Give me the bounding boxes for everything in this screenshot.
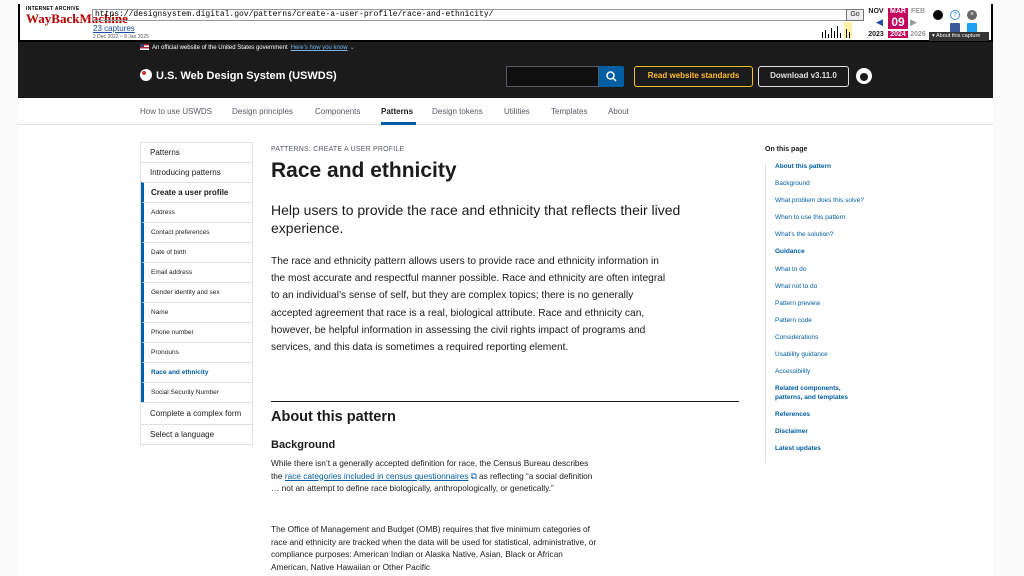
nav-item-design-principles[interactable]: Design principles	[232, 107, 293, 116]
census-link[interactable]: race categories included in census questionnaires	[284, 470, 469, 481]
otp-link[interactable]: References	[775, 410, 811, 418]
wayback-month-current: MAR	[888, 8, 908, 15]
wayback-year-current: 2024	[888, 31, 908, 38]
sidenav-subitem[interactable]: Name	[141, 302, 252, 322]
nav-item-templates[interactable]: Templates	[551, 107, 588, 116]
sidenav-subitem[interactable]: Gender identity and sex	[141, 282, 252, 302]
nav-item-utilities[interactable]: Utilities	[504, 107, 530, 116]
site-logo[interactable]	[140, 69, 337, 82]
search-icon	[599, 66, 624, 87]
background-paragraph	[271, 457, 601, 495]
otp-link[interactable]: Accessibility	[775, 368, 811, 376]
site-header	[18, 54, 993, 98]
github-icon[interactable]	[856, 68, 872, 84]
wayback-about-label: About this capture	[936, 33, 981, 39]
otp-link[interactable]: Guidance	[775, 248, 805, 256]
wayback-go-button[interactable]: Go	[846, 9, 864, 21]
sidenav-subitem-current[interactable]: Race and ethnicity	[141, 362, 252, 382]
wayback-sparkline[interactable]	[820, 22, 864, 38]
section-divider	[271, 401, 739, 402]
wayback-capture-range: 2 Dec 2022 – 9 Jan 2025	[93, 34, 149, 40]
site-title: U.S. Web Design System (USWDS)	[156, 70, 337, 82]
otp-link[interactable]: Considerations	[775, 333, 819, 341]
wayback-about-capture[interactable]	[929, 32, 989, 41]
wayback-toolbar	[18, 4, 993, 42]
user-icon[interactable]	[933, 10, 943, 20]
sidenav-subitem[interactable]: Pronouns	[141, 342, 252, 362]
nav-item-how-to-use[interactable]: How to use USWDS	[140, 107, 213, 116]
wayback-logo-small: INTERNET ARCHIVE	[26, 6, 80, 12]
nav-active-indicator	[381, 122, 416, 125]
chevron-down-icon: ⌄	[349, 45, 355, 51]
page-eyebrow: PATTERNS: CREATE A USER PROFILE	[271, 146, 405, 153]
otp-link[interactable]: Pattern code	[775, 316, 812, 324]
wayback-year-prev[interactable]: 2023	[868, 31, 884, 38]
on-this-page-title: On this page	[765, 146, 808, 153]
omb-paragraph: The Office of Management and Budget (OMB) requires that five minimum categories of race and ethnicity are tracked when the data will be used for statistical, administrative, or compliance purposes: American Indian or Alaska Native, Asian, Black or African American, Native Hawaiian or Other Pacific	[271, 524, 597, 572]
read-standards-button[interactable]: Read website standards	[634, 66, 753, 87]
otp-link[interactable]: Pattern preview	[775, 299, 821, 307]
page-intro: The race and ethnicity pattern allows users to provide race and ethnicity information in the most accurate and respectful manner possible. Race and ethnicity are often integral to an individual’s sense of self, but they are complex topics; there is no generally accepted agreement that race is a real, biological attribute. Race and ethnicity can, however, be helpful information in assessing the civil rights impact of programs and services, and this data is sometimes a required reporting element.	[271, 256, 666, 354]
wayback-captures-link[interactable]: 23 captures	[93, 24, 135, 33]
sidenav-subitem[interactable]: Contact preferences	[141, 222, 252, 242]
sidenav-item[interactable]: Introducing patterns	[141, 162, 252, 182]
nav-item-components[interactable]: Components	[315, 107, 361, 116]
sidenav-subitem[interactable]: Phone number	[141, 322, 252, 342]
otp-link[interactable]: Usability guidance	[775, 351, 828, 359]
wayback-url-input[interactable]: https://designsystem.digital.gov/patterns/create-a-user-profile/race-and-ethnicity/	[92, 9, 862, 21]
us-flag-icon	[140, 44, 149, 50]
close-icon[interactable]: ×	[967, 10, 977, 20]
wayback-month-prev[interactable]: NOV	[868, 8, 884, 15]
sidenav-item[interactable]: Patterns	[150, 148, 180, 157]
otp-link[interactable]: Related components, patterns, and templates	[775, 385, 848, 401]
sidenav-item[interactable]: Complete a complex form	[141, 402, 252, 424]
help-icon[interactable]: ?	[950, 10, 960, 20]
search-button[interactable]	[599, 66, 624, 87]
gov-banner	[18, 42, 993, 54]
nav-item-patterns[interactable]: Patterns	[381, 107, 414, 116]
wayback-day: 09	[888, 15, 908, 29]
gov-banner-text: An official website of the United States government	[152, 45, 288, 51]
otp-link[interactable]: What’s the solution?	[775, 231, 834, 239]
on-this-page-nav	[765, 163, 865, 462]
wayback-next-arrow-icon[interactable]: ▶	[910, 17, 917, 27]
otp-link[interactable]: What to do	[775, 265, 807, 273]
otp-link[interactable]: Background	[775, 180, 810, 188]
gov-banner-link[interactable]: Here’s how you know	[290, 45, 348, 51]
otp-link[interactable]: About this pattern	[775, 163, 831, 170]
sidenav-subitem[interactable]: Date of birth	[141, 242, 252, 262]
sidenav-item[interactable]: Select a language	[141, 424, 252, 444]
sidenav	[140, 142, 253, 445]
page-title: Race and ethnicity	[271, 159, 457, 182]
primary-nav	[18, 98, 993, 125]
section-heading: About this pattern	[271, 409, 396, 425]
wayback-month-next: FEB	[911, 8, 925, 15]
otp-link[interactable]: Latest updates	[775, 445, 821, 453]
sidenav-subitem[interactable]: Address	[141, 202, 252, 222]
paragraph-text: While there isn’t a generally accepted definition for race, the Census Bureau describes the	[271, 458, 589, 481]
sidenav-item-parent[interactable]: Create a user profile	[141, 182, 252, 202]
subsection-heading: Background	[271, 439, 336, 451]
sidenav-subitem[interactable]: Social Security Number	[141, 382, 252, 402]
otp-link[interactable]: When to use this pattern	[775, 214, 846, 222]
wayback-logo-big: WayBackMachine	[26, 11, 128, 26]
wayback-prev-arrow-icon[interactable]: ◀	[876, 17, 883, 27]
paragraph-text: as reflecting “a social definition … not an attempt to define race biologically, anthropologically, or genetically.”	[271, 470, 593, 493]
wayback-year-next: 2026	[910, 31, 926, 38]
sidenav-subitem[interactable]: Email address	[141, 262, 252, 282]
otp-link[interactable]: What problem does this solve?	[775, 197, 864, 205]
page-lead: Help users to provide the race and ethnicity that reflects their lived experience.	[271, 202, 681, 236]
otp-link[interactable]: What not to do	[775, 282, 818, 290]
chevron-down-icon: ▾	[932, 33, 936, 39]
nav-item-design-tokens[interactable]: Design tokens	[432, 107, 483, 116]
nav-item-about[interactable]: About	[608, 107, 629, 116]
download-button[interactable]: Download v3.11.0	[758, 66, 849, 87]
external-link-icon: ⧉	[468, 470, 477, 481]
search-input[interactable]	[506, 66, 599, 87]
uswds-logo-icon	[140, 69, 152, 81]
otp-link[interactable]: Disclaimer	[775, 428, 808, 435]
